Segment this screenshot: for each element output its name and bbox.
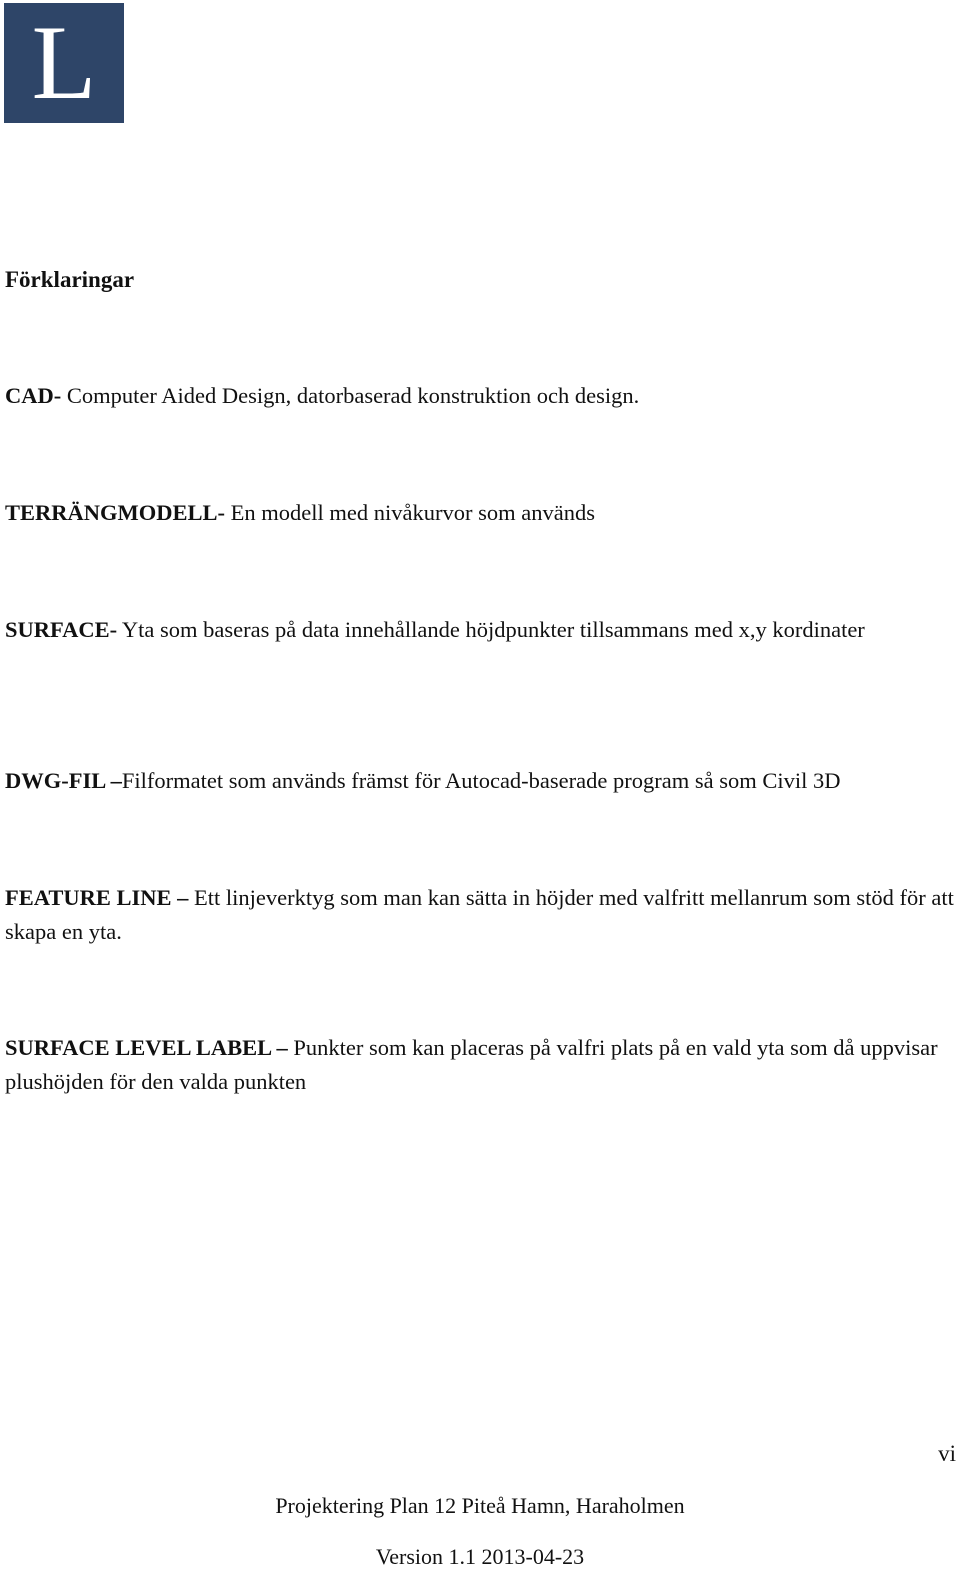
footer-version: Version 1.1 2013-04-23 xyxy=(375,1544,585,1569)
definition-surface-level-label xyxy=(5,1031,957,1099)
definition-text: Punkter som kan placeras på valfri plats på en vald yta som då uppvisar plushöjden för den valda punkten xyxy=(5,1035,938,1094)
definition-text: Computer Aided Design, datorbaserad konstruktion och design. xyxy=(61,383,640,408)
logo-letter: L xyxy=(31,4,97,121)
definition-feature-line xyxy=(5,881,957,949)
definition-term: DWG-FIL – xyxy=(5,768,122,793)
definition-text: Yta som baseras på data innehållande höjdpunkter tillsammans med x,y kordinater xyxy=(117,617,865,642)
definition-text: En modell med nivåkurvor som används xyxy=(225,500,595,525)
page-number: vi xyxy=(938,1441,956,1466)
definition-surface xyxy=(5,613,957,647)
definition-term: CAD- xyxy=(5,383,62,408)
definition-dwg-fil xyxy=(5,764,957,798)
definition-cad xyxy=(5,379,957,413)
footer-project-title: Projektering Plan 12 Piteå Hamn, Haraholmen xyxy=(275,1493,685,1518)
definition-term: SURFACE LEVEL LABEL – xyxy=(5,1035,288,1060)
definition-text: Filformatet som används främst för Autocad-baserade program så som Civil 3D xyxy=(121,768,841,793)
logo xyxy=(4,3,124,123)
definition-term: SURFACE- xyxy=(5,617,118,642)
page-heading: Förklaringar xyxy=(5,267,135,292)
definition-term: TERRÄNGMODELL- xyxy=(5,500,226,525)
definition-text: Ett linjeverktyg som man kan sätta in höjder med valfritt mellanrum som stöd för att skapa en yta. xyxy=(5,885,954,944)
definition-term: FEATURE LINE – xyxy=(5,885,189,910)
definition-terrangmodell xyxy=(5,496,957,530)
